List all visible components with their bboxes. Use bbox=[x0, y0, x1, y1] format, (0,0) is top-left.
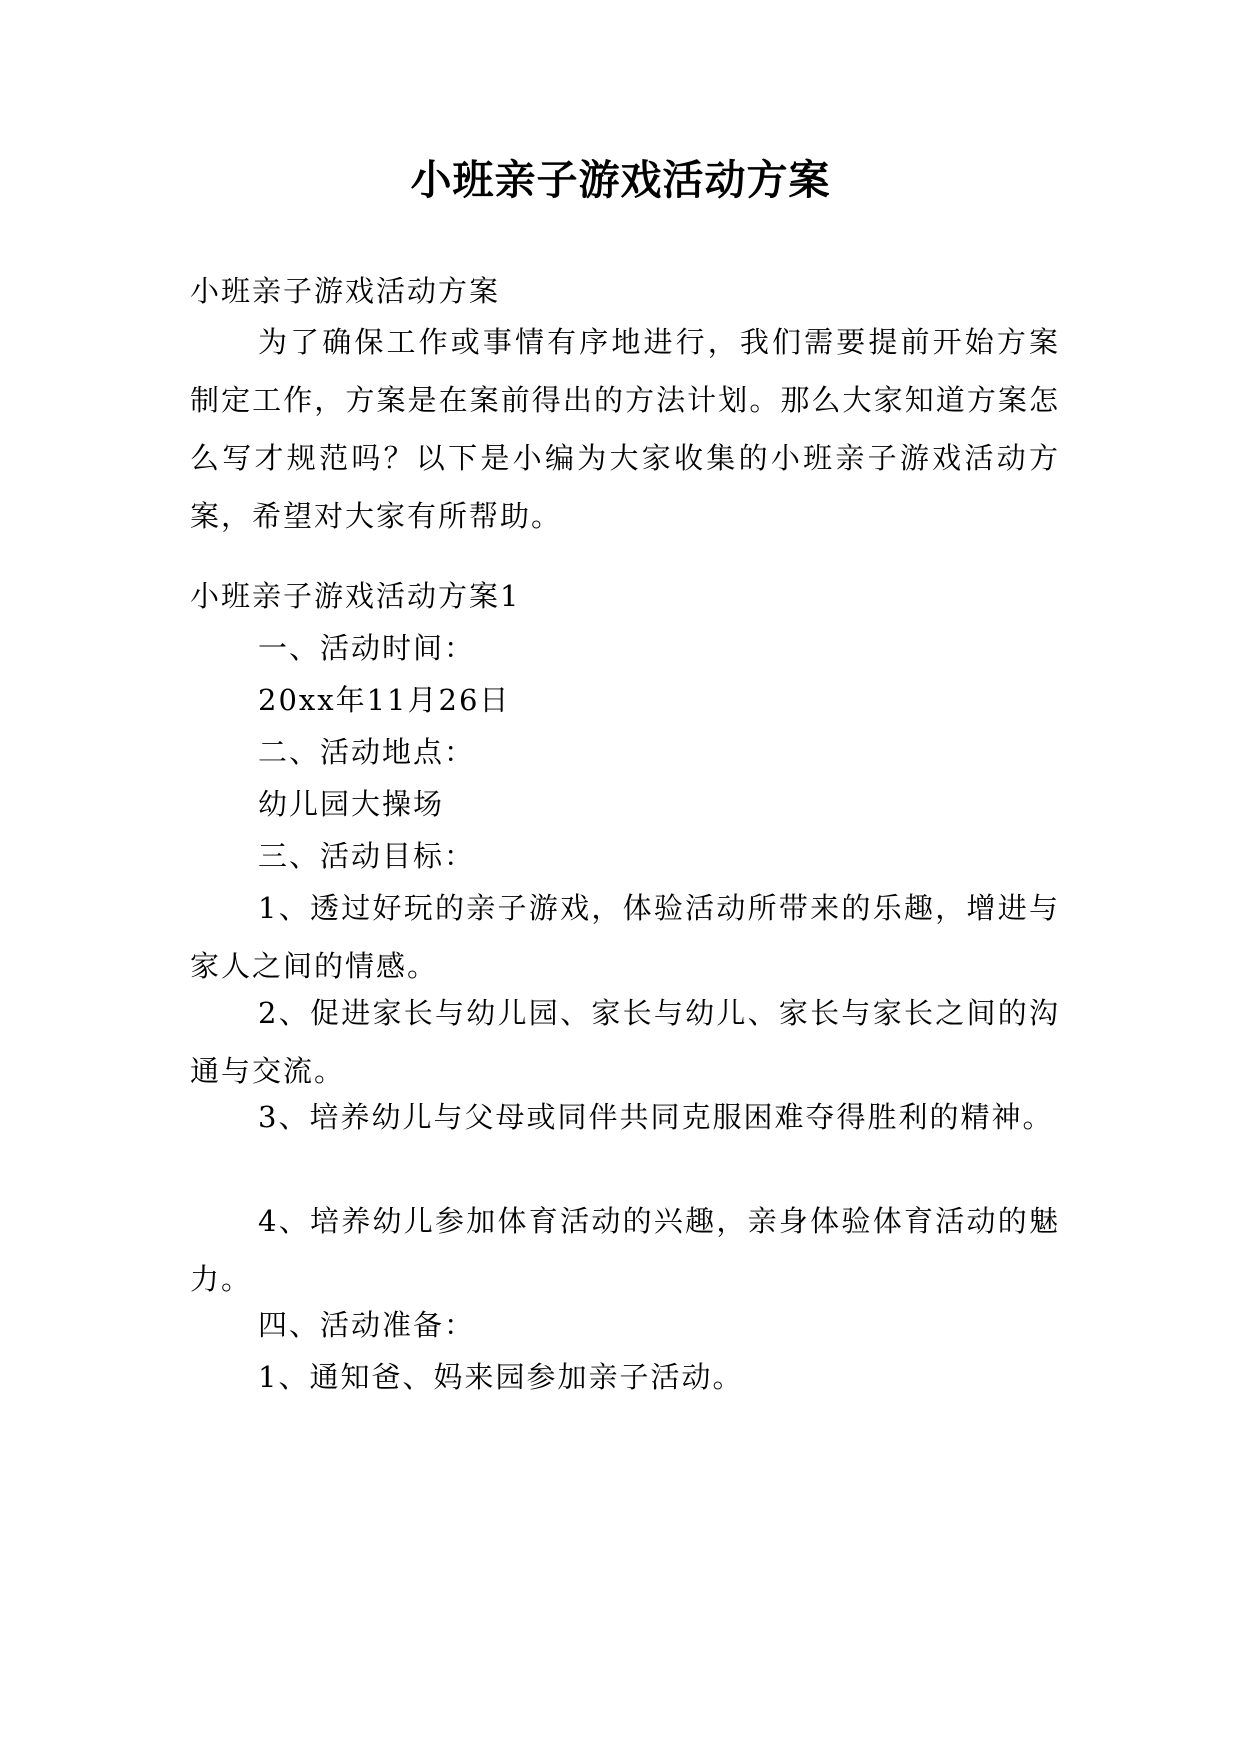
time-heading: 一、活动时间： bbox=[258, 631, 476, 665]
goals-heading: 三、活动目标： bbox=[258, 839, 476, 873]
goal-item: 3、培养幼儿与父母或同伴共同克服困难夺得胜利的精神。 bbox=[258, 1100, 1054, 1134]
goal-item: 2、促进家长与幼儿园、家长与幼儿、家长与家长之间的沟通与交流。 bbox=[190, 996, 1060, 1088]
section-heading: 小班亲子游戏活动方案1 bbox=[190, 579, 521, 613]
document-title: 小班亲子游戏活动方案 bbox=[410, 156, 831, 204]
place-heading: 二、活动地点： bbox=[258, 735, 476, 769]
intro-paragraph: 为了确保工作或事情有序地进行，我们需要提前开始方案制定工作，方案是在案前得出的方法计划。那么大家知道方案怎么写才规范吗？以下是小编为大家收集的小班亲子游戏活动方案，希望对大家有所帮助。 bbox=[190, 325, 1060, 533]
time-value: 20xx年11月26日 bbox=[258, 683, 511, 717]
goal-item: 1、透过好玩的亲子游戏，体验活动所带来的乐趣，增进与家人之间的情感。 bbox=[190, 891, 1060, 983]
document-subtitle: 小班亲子游戏活动方案 bbox=[190, 274, 501, 308]
goal-item: 4、培养幼儿参加体育活动的兴趣，亲身体验体育活动的魅力。 bbox=[190, 1204, 1060, 1296]
prep-item: 1、通知爸、妈来园参加亲子活动。 bbox=[258, 1360, 744, 1394]
prep-heading: 四、活动准备： bbox=[258, 1308, 476, 1342]
place-value: 幼儿园大操场 bbox=[258, 787, 445, 821]
